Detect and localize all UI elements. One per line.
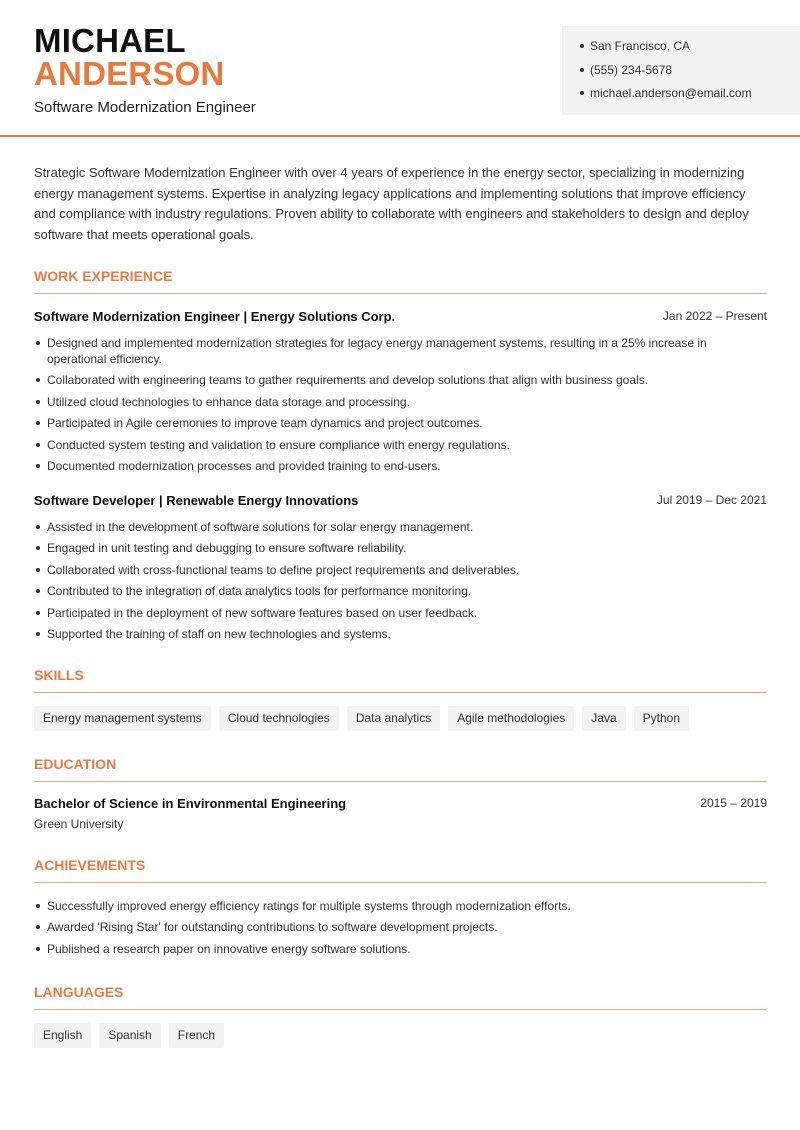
contact-location: San Francisco, CA [580, 36, 800, 60]
list-item: Contributed to the integration of data analytics tools for performance monitoring. [34, 583, 754, 599]
section-title-work: WORK EXPERIENCE [34, 268, 767, 294]
list-item: Supported the training of staff on new technologies and systems. [34, 626, 754, 642]
job-dates: Jan 2022 – Present [662, 309, 767, 323]
list-item: Participated in the deployment of new software features based on user feedback. [34, 605, 754, 621]
list-item: Successfully improved energy efficiency ratings for multiple systems through modernization efforts. [34, 898, 754, 914]
list-item: Utilized cloud technologies to enhance data storage and processing. [34, 394, 754, 410]
summary: Strategic Software Modernization Engineer with over 4 years of experience in the energy sector, specializing in modernizing energy management systems. Expertise in analyzing legacy applications and implementing solutions that improve efficiency and compliance with industry regulations. Proven ability to collaborate with engineers and stakeholders to design and deploy software that meets operational goals. [34, 165, 749, 243]
skill-tag: Python [634, 706, 689, 731]
skill-tag: Data analytics [347, 706, 440, 731]
skill-tag: Energy management systems [34, 706, 211, 731]
language-tag: Spanish [99, 1023, 160, 1048]
list-item: Awarded 'Rising Star' for outstanding contributions to software development projects. [34, 919, 754, 935]
first-name: MICHAEL [34, 22, 186, 59]
last-name: ANDERSON [34, 55, 225, 92]
job-role: Software Developer | Renewable Energy Innovations [34, 493, 359, 508]
education-school: Green University [34, 817, 124, 831]
languages-list [34, 1023, 224, 1048]
job-bullets [34, 335, 754, 479]
job-bullets [34, 519, 754, 647]
list-item: Published a research paper on innovative energy software solutions. [34, 941, 754, 957]
language-tag: English [34, 1023, 91, 1048]
skill-tag: Java [582, 706, 625, 731]
job-header [34, 309, 767, 327]
resume-header [0, 0, 800, 137]
contact-phone: (555) 234-5678 [580, 60, 800, 84]
list-item: Conducted system testing and validation to ensure compliance with energy regulations. [34, 437, 754, 453]
achievements-list [34, 898, 754, 962]
list-item: Collaborated with cross-functional teams to define project requirements and deliverables. [34, 562, 754, 578]
job-role: Software Modernization Engineer | Energy Solutions Corp. [34, 309, 396, 324]
section-title-education: EDUCATION [34, 756, 767, 782]
job-header [34, 493, 767, 511]
section-title-languages: LANGUAGES [34, 984, 767, 1010]
list-item: Collaborated with engineering teams to gather requirements and develop solutions that align with business goals. [34, 372, 754, 388]
contact-email: michael.anderson@email.com [580, 83, 800, 107]
list-item: Documented modernization processes and provided training to end-users. [34, 458, 754, 474]
job-title: Software Modernization Engineer [34, 99, 256, 116]
skill-tag: Agile methodologies [448, 706, 574, 731]
list-item: Participated in Agile ceremonies to improve team dynamics and project outcomes. [34, 415, 754, 431]
section-title-skills: SKILLS [34, 667, 767, 693]
education-degree: Bachelor of Science in Environmental Engineering [34, 796, 347, 811]
list-item: Assisted in the development of software solutions for solar energy management. [34, 519, 754, 535]
list-item: Designed and implemented modernization strategies for legacy energy management systems, resulting in a 25% increase in operational efficiency. [34, 335, 754, 367]
skills-list [34, 706, 689, 731]
education-dates: 2015 – 2019 [700, 796, 767, 810]
job-dates: Jul 2019 – Dec 2021 [656, 493, 767, 507]
contact-box [562, 26, 800, 115]
skill-tag: Cloud technologies [219, 706, 339, 731]
language-tag: French [169, 1023, 224, 1048]
list-item: Engaged in unit testing and debugging to ensure software reliability. [34, 540, 754, 556]
section-title-achievements: ACHIEVEMENTS [34, 857, 767, 883]
